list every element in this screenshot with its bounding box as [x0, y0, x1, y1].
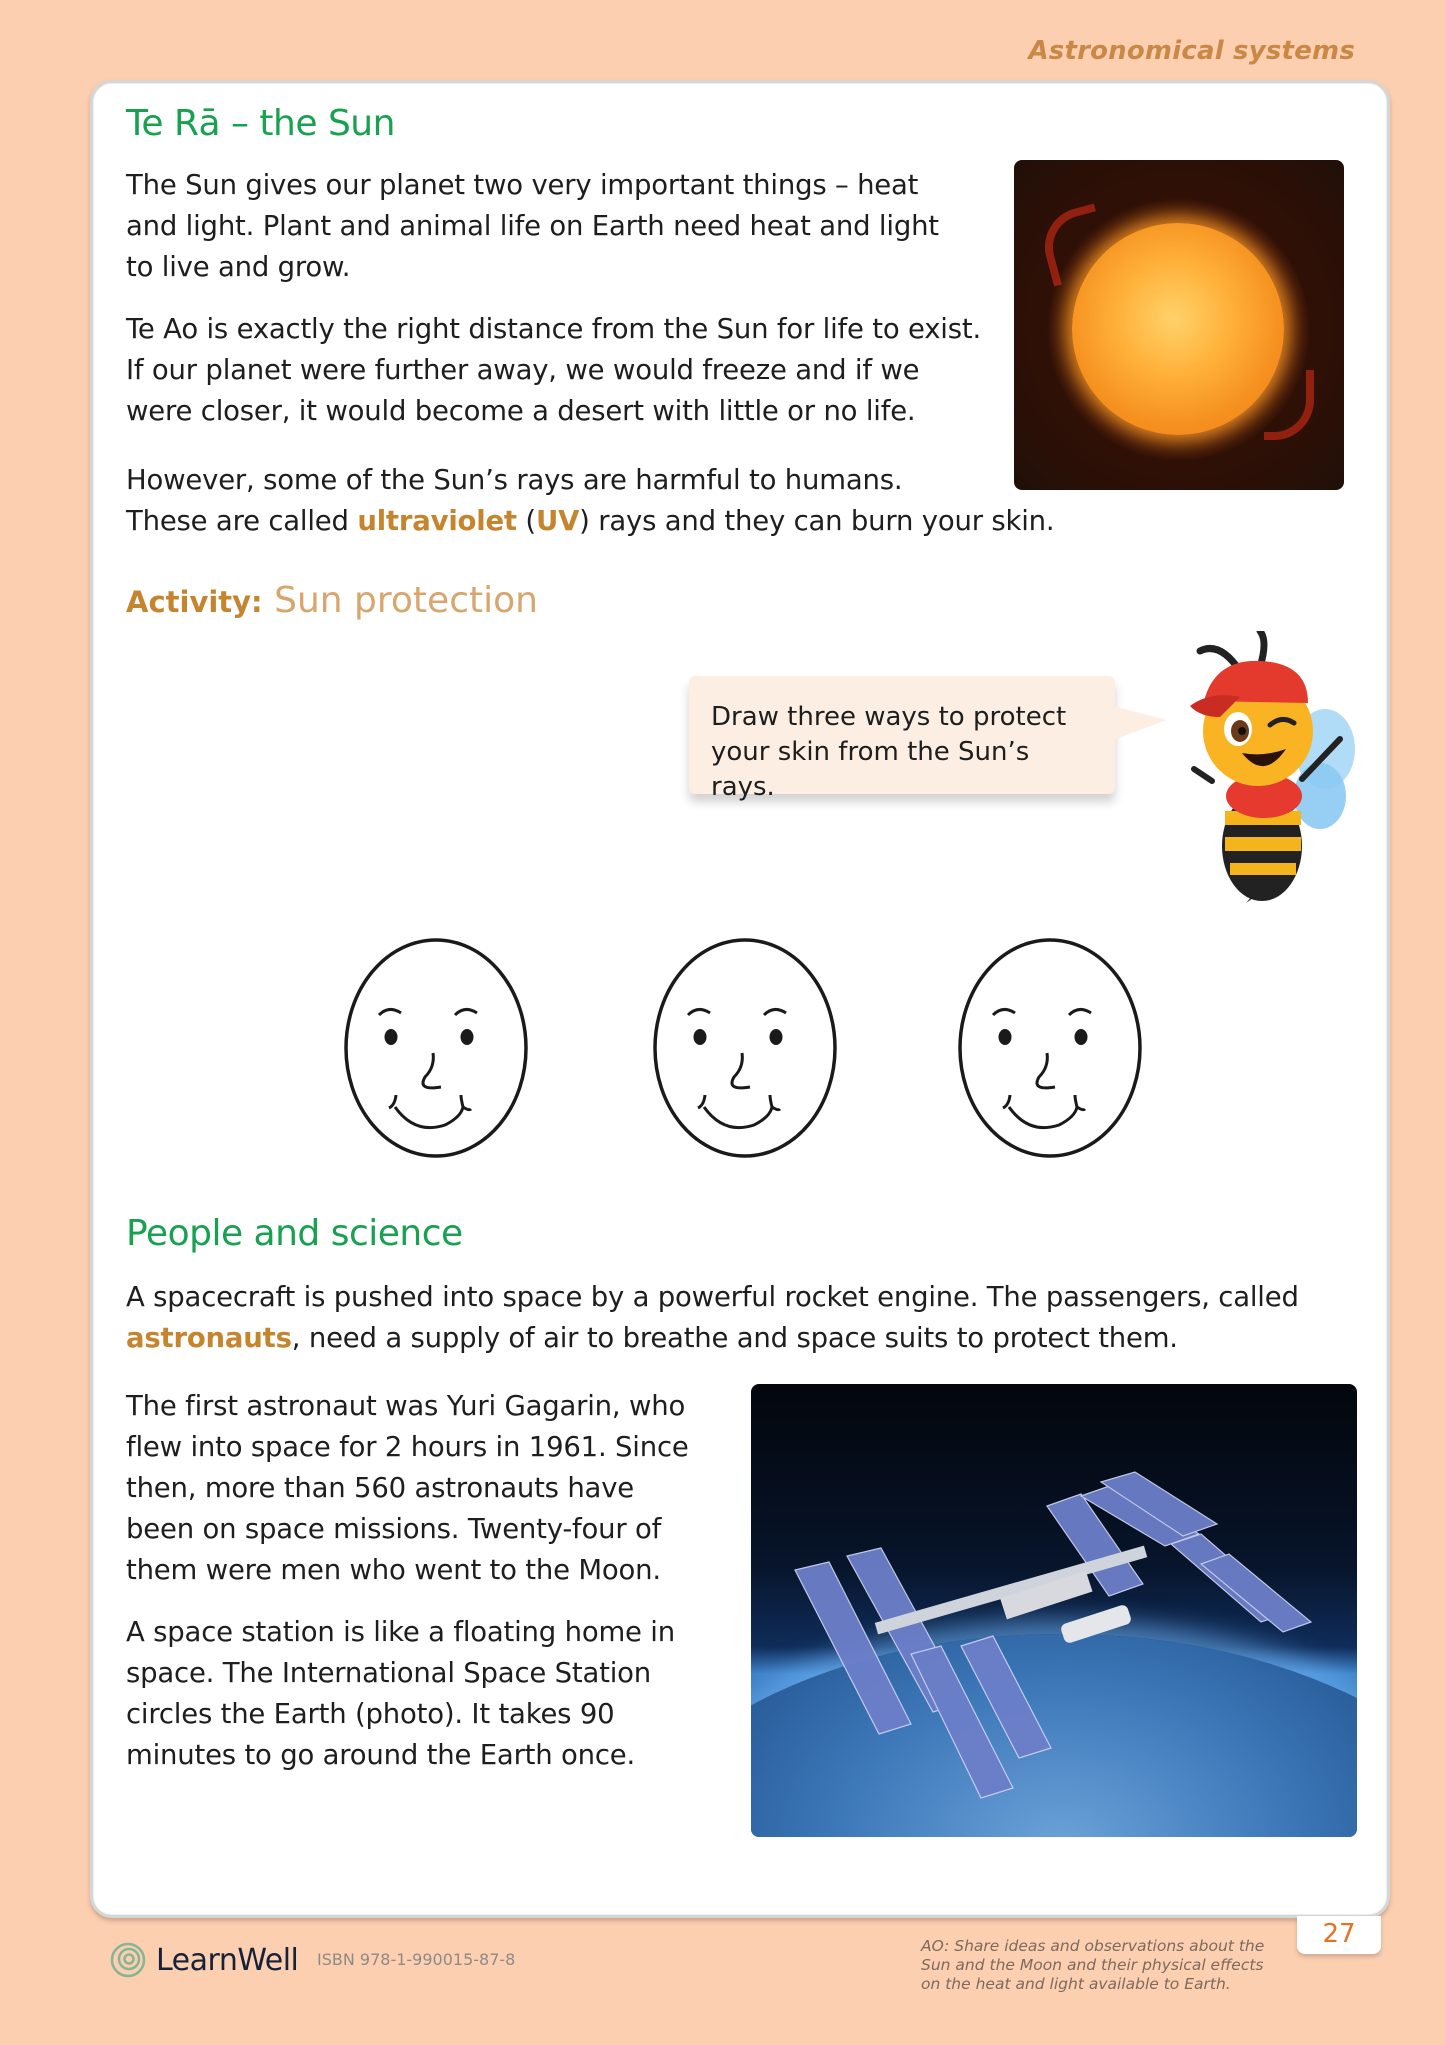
section-title-sun: Te Rā – the Sun — [126, 103, 395, 144]
brand-name: LearnWell — [156, 1942, 299, 1978]
keyword-astronauts: astronauts — [126, 1322, 292, 1354]
uv-text — [126, 460, 1126, 542]
isbn: ISBN 978-1-990015-87-8 — [317, 1950, 516, 1969]
face-outline-icon[interactable] — [341, 935, 531, 1161]
bee-mascot-icon — [1190, 631, 1370, 903]
people-text — [126, 1386, 726, 1797]
uv-prefix: These are called — [126, 505, 358, 537]
uv-line — [126, 501, 1126, 542]
achievement-objective: AO: Share ideas and observations about the Sun and the Moon and their physical effects on the heat and light available to Earth. — [921, 1937, 1265, 1993]
running-head: Astronomical systems — [1028, 36, 1355, 66]
activity-heading — [126, 580, 538, 621]
keyword-ultraviolet: ultraviolet — [357, 505, 517, 537]
sun-paragraph-2: Te Ao is exactly the right distance from the Sun for life to exist. If our planet were further away, we would freeze and if we were closer, it would become a desert with little or no life. — [126, 313, 981, 427]
face-outline-icon[interactable] — [650, 935, 840, 1161]
activity-label: Activity: — [126, 585, 263, 619]
sun-photo — [1014, 160, 1344, 490]
sun-paragraph-1: The Sun gives our planet two very important things – heat and light. Plant and animal life on Earth need heat and light to live and grow. — [126, 169, 939, 283]
section-title-people: People and science — [126, 1213, 463, 1254]
space-station-icon — [751, 1384, 1357, 1837]
uv-paren: ( — [516, 505, 536, 537]
page-card — [90, 80, 1390, 1918]
people-paragraph-2: A space station is like a floating home in space. The International Space Station circles the Earth (photo). It takes 90 minutes to go around the Earth once. — [126, 1616, 675, 1771]
space-station-photo — [751, 1384, 1357, 1837]
sun-text — [126, 165, 986, 453]
intro-suffix: , need a supply of air to breathe and space suits to protect them. — [291, 1322, 1178, 1354]
face-outline-icon[interactable] — [955, 935, 1145, 1161]
speech-bubble: Draw three ways to protect your skin from the Sun’s rays. — [689, 676, 1115, 794]
spiral-logo-icon — [110, 1942, 146, 1978]
people-intro — [126, 1277, 1366, 1359]
keyword-uv: UV — [535, 505, 580, 537]
people-paragraph-1: The first astronaut was Yuri Gagarin, who flew into space for 2 hours in 1961. Since then, more than 560 astronauts have been on space missions. Twenty-four of them were men who went to the Moon. — [126, 1390, 689, 1586]
intro-prefix: A spacecraft is pushed into space by a powerful rocket engine. The passengers, called — [126, 1281, 1299, 1313]
page-number: 27 — [1297, 1916, 1381, 1954]
face-templates — [341, 935, 1151, 1165]
uv-suffix: ) rays and they can burn your skin. — [579, 505, 1055, 537]
learnwell-logo — [110, 1942, 298, 1978]
activity-title: Sun protection — [274, 580, 538, 621]
sun-paragraph-3: However, some of the Sun’s rays are harmful to humans. — [126, 464, 903, 496]
